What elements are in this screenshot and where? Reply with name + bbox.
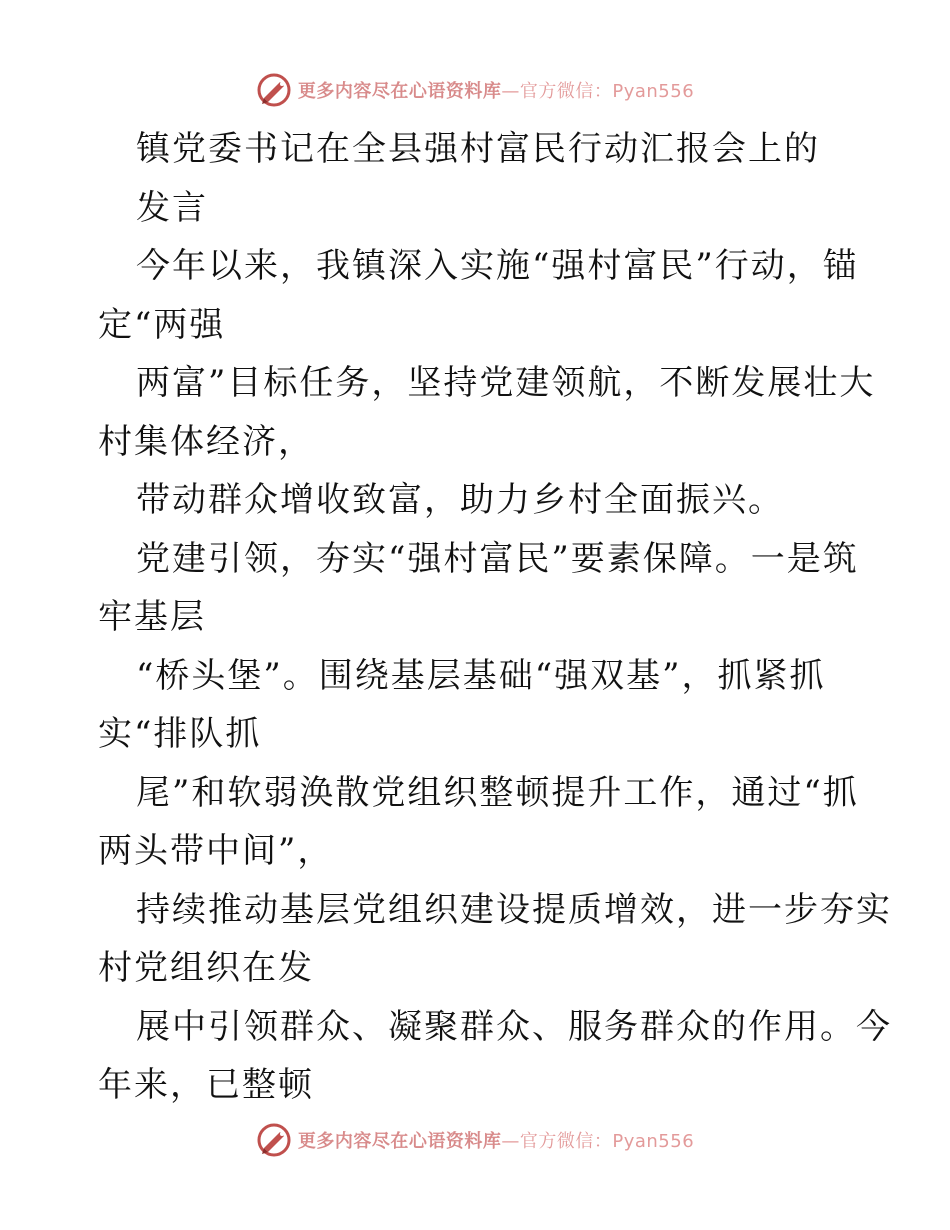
- watermark-wechat: 官方微信：Pyan556: [519, 81, 695, 102]
- watermark-separator: —: [501, 81, 520, 102]
- text-line: 年来，已整顿: [98, 1065, 314, 1105]
- text-line: 镇党委书记在全县强村富民行动汇报会上的: [136, 129, 820, 169]
- watermark-brand: 更多内容尽在心语资料库: [297, 81, 502, 102]
- text-line: 展中引领群众、凝聚群众、服务群众的作用。今: [136, 1006, 892, 1047]
- document-body: [98, 120, 892, 1115]
- text-line: 牢基层: [98, 597, 206, 637]
- pen-logo-icon: [256, 1122, 292, 1158]
- watermark-separator: —: [501, 1131, 520, 1152]
- watermark-wechat: 官方微信：Pyan556: [519, 1131, 695, 1152]
- text-line: “桥头堡”。围绕基层基础“强双基”，抓紧抓: [136, 655, 826, 696]
- text-line: 实“排队抓: [98, 714, 262, 754]
- text-line: 定“两强: [98, 304, 226, 345]
- text-line: 党建引领，夯实“强村富民”要素保障。一是筑: [136, 538, 859, 579]
- watermark-brand: 更多内容尽在心语资料库: [297, 1131, 502, 1152]
- text-line: 村党组织在发: [98, 948, 314, 988]
- text-line: 两富”目标任务，坚持党建领航，不断发展壮大: [136, 363, 876, 403]
- header-watermark: [0, 70, 950, 110]
- text-line: 发言: [136, 187, 208, 228]
- text-line: 今年以来，我镇深入实施“强村富民”行动，锚: [136, 246, 859, 286]
- text-line: 村集体经济，: [98, 421, 314, 462]
- footer-watermark: [0, 1120, 950, 1160]
- text-line: 尾”和软弱涣散党组织整顿提升工作，通过“抓: [136, 772, 859, 813]
- pen-logo-icon: [256, 72, 292, 108]
- text-line: 持续推动基层党组织建设提质增效，进一步夯实: [136, 889, 892, 930]
- text-line: 带动群众增收致富，助力乡村全面振兴。: [136, 480, 784, 520]
- text-line: 两头带中间”，: [98, 831, 334, 871]
